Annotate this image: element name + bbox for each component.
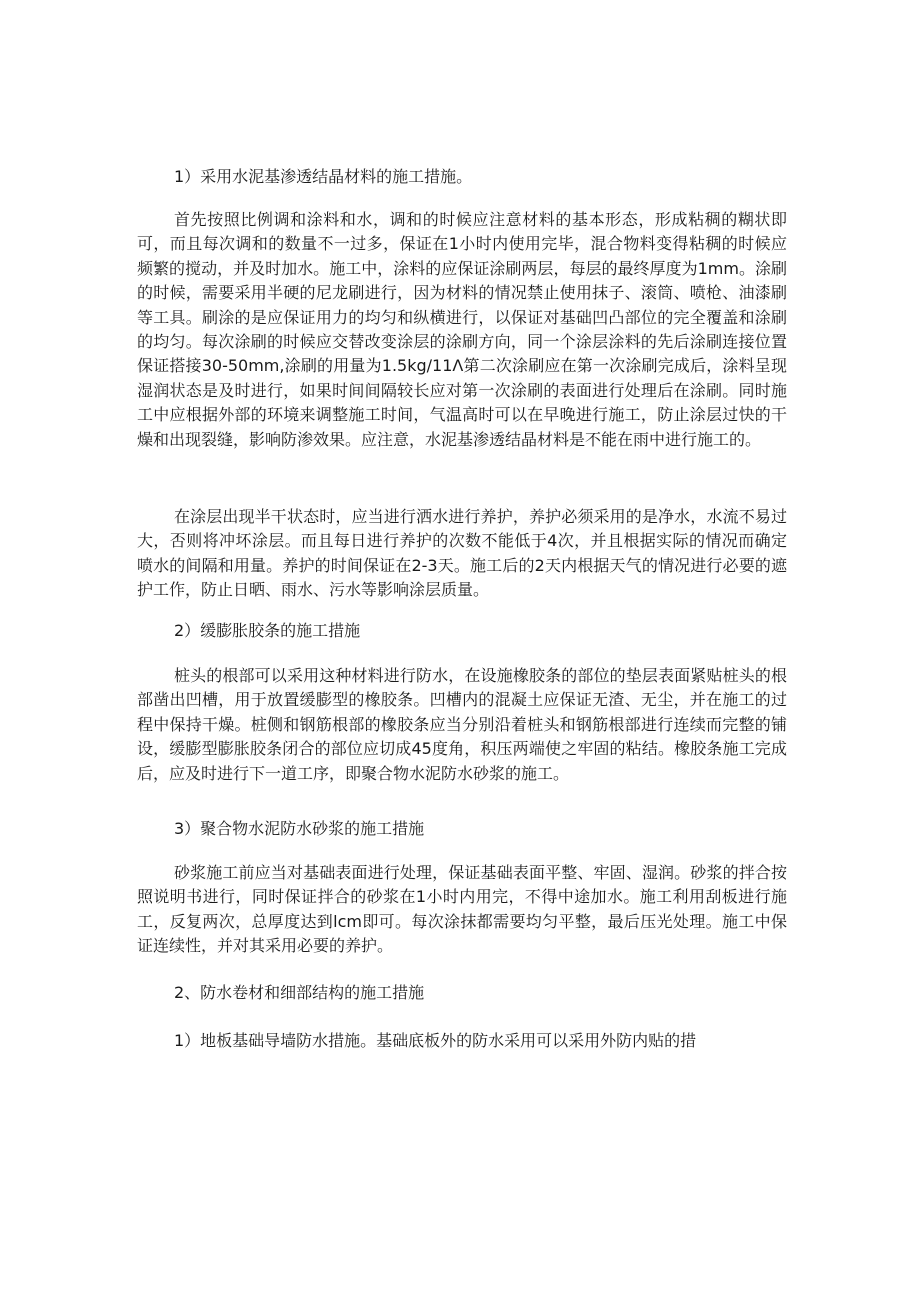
section-heading: 2）缓膨胀胶条的施工措施 <box>174 621 361 640</box>
paragraph: 在涂层出现半干状态时，应当进行洒水进行养护，养护必须采用的是净水，水流不易过大，否则将冲坏涂层。而且每日进行养护的次数不能低于4次，并且根据实际的情况而确定喷水的间隔和用量。养护的时间保证在2-3天。施工后的2天内根据天气的情况进行必要的遮护工作，防止日晒、雨水、污水等影响涂层质量。 <box>137 507 787 600</box>
paragraph: 砂浆施工前应当对基础表面进行处理，保证基础表面平整、牢固、湿润。砂浆的拌合按照说明书进行，同时保证拌合的砂浆在1小时内用完，不得中途加水。施工利用刮板进行施工，反复两次，总厚度达到lcm即可。每次涂抹都需要均匀平整，最后压光处理。施工中保证连续性，并对其采用必要的养护。 <box>137 863 787 956</box>
section-heading: 2、防水卷材和细部结构的施工措施 <box>174 983 425 1002</box>
section-heading: 1）地板基础导墙防水措施。基础底板外的防水采用可以采用外防内贴的措 <box>174 1031 697 1050</box>
paragraph: 桩头的根部可以采用这种材料进行防水，在设施橡胶条的部位的垫层表面紧贴桩头的根部凿出凹槽，用于放置缓膨型的橡胶条。凹槽内的混凝土应保证无渣、无尘，并在施工的过程中保持干燥。桩侧和钢筋根部的橡胶条应当分别沿着桩头和钢筋根部进行连续而完整的铺设，缓膨型膨胀胶条闭合的部位应切成45度角，积压两端使之牢固的粘结。橡胶条施工完成后，应及时进行下一道工序，即聚合物水泥防水砂浆的施工。 <box>137 666 787 783</box>
section-heading: 3）聚合物水泥防水砂浆的施工措施 <box>174 819 425 838</box>
section-heading: 1）采用水泥基渗透结晶材料的施工措施。 <box>174 167 473 186</box>
paragraph: 首先按照比例调和涂料和水，调和的时候应注意材料的基本形态，形成粘稠的糊状即可，而且每次调和的数量不一过多，保证在1小时内使用完毕，混合物料变得粘稠的时候应频繁的搅动，并及时加水。施工中，涂料的应保证涂刷两层，每层的最终厚度为1mm。涂刷的时候，需要采用半硬的尼龙刷进行，因为材料的情况禁止使用抹子、滚筒、喷枪、油漆刷等工具。刷涂的是应保证用力的均匀和纵横进行，以保证对基础凹凸部位的完全覆盖和涂刷的均匀。每次涂刷的时候应交替改变涂层的涂刷方向，同一个涂层涂料的先后涂刷连接位置保证搭接30-50mm,涂刷的用量为1.5kg∕11Λ第二次涂刷应在第一次涂刷完成后，涂料呈现湿润状态是及时进行，如果时间间隔较长应对第一次涂刷的表面进行处理后在涂刷。同时施工中应根据外部的环境来调整施工时间，气温高时可以在早晚进行施工，防止涂层过快的干燥和出现裂缝，影响防渗效果。应注意，水泥基渗透结晶材料是不能在雨中进行施工的。 <box>137 210 787 449</box>
